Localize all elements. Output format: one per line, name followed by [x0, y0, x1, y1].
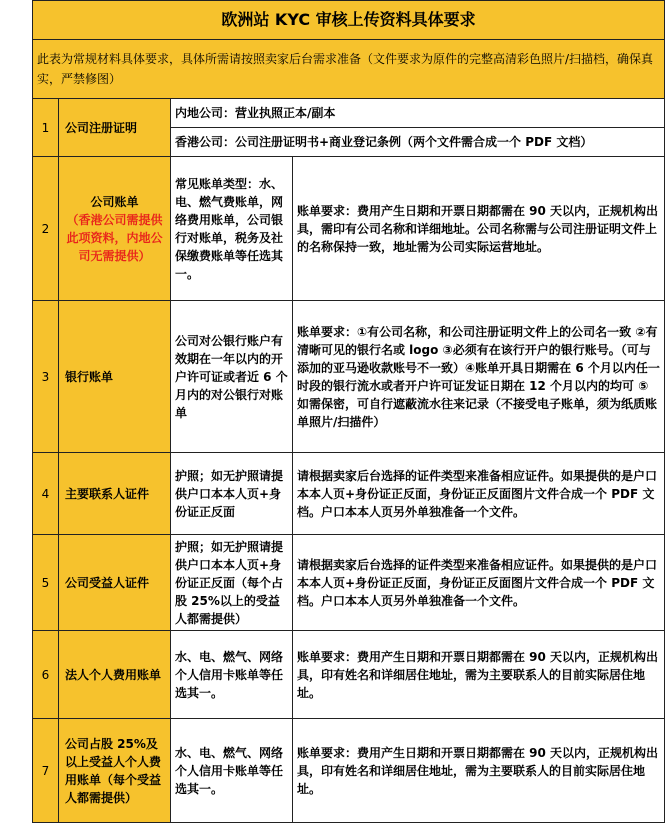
row-number: 4	[33, 453, 59, 535]
document-requirement: 账单要求：①有公司名称，和公司注册证明文件上的公司名一致 ②有清晰可见的银行名或 logo ③必须有在该行开户的银行账号。（可与添加的亚马逊收款账号不一致）④账单开具日期需在 6 个月以内任一时段的银行流水或者开户许可证发证日期在 12 个月以内的均可 ⑤如需保密，可自行遮蔽流水往来记录（不接受电子账单，须为纸质账单照片/扫描件）	[293, 301, 665, 453]
document-requirement: 账单要求：费用产生日期和开票日期都需在 90 天以内，正规机构出具，印有姓名和详细居住地址，需为主要联系人的目前实际居住地址。	[293, 719, 665, 823]
row-number: 5	[33, 535, 59, 631]
item-name: 银行账单	[59, 301, 171, 453]
item-name: 主要联系人证件	[59, 453, 171, 535]
document-types: 护照；如无护照请提供户口本本人页+身份证正反面（每个占股 25%以上的受益人都需提供）	[171, 535, 293, 631]
item-name: 公司占股 25%及以上受益人个人费用账单（每个受益人都需提供）	[59, 719, 171, 823]
item-name: 法人个人费用账单	[59, 631, 171, 719]
item-name-cell	[59, 157, 171, 301]
row-number: 1	[33, 99, 59, 157]
document-types: 公司对公银行账户有效期在一年以内的开户许可证或者近 6 个月内的对公银行对账单	[171, 301, 293, 453]
document-requirement: 账单要求：费用产生日期和开票日期都需在 90 天以内，正规机构出具，需印有公司名称和详细地址。公司名称需与公司注册证明文件上的名称保持一致，地址需为公司实际运营地址。	[293, 157, 665, 301]
row-number: 3	[33, 301, 59, 453]
kyc-requirements-table	[32, 0, 665, 823]
document-requirement: 账单要求：费用产生日期和开票日期都需在 90 天以内，正规机构出具，印有姓名和详细居住地址，需为主要联系人的目前实际居住地址。	[293, 631, 665, 719]
document-requirement: 请根据卖家后台选择的证件类型来准备相应证件。如果提供的是户口本本人页+身份证正反面，身份证正反面图片文件合成一个 PDF 文档。户口本本人页另外单独准备一个文件。	[293, 535, 665, 631]
row-number: 2	[33, 157, 59, 301]
table-title: 欧洲站 KYC 审核上传资料具体要求	[33, 1, 665, 40]
hongkong-requirement: 香港公司：公司注册证明书+商业登记条例（两个文件需合成一个 PDF 文档）	[171, 128, 665, 157]
intro-text: 此表为常规材料具体要求，具体所需请按照卖家后台需求准备（文件要求为原件的完整高清彩色照片/扫描档，确保真实，严禁修图）	[33, 40, 665, 99]
item-name: 公司账单	[90, 194, 139, 209]
item-name: 公司注册证明	[59, 99, 171, 157]
row-number: 7	[33, 719, 59, 823]
item-name: 公司受益人证件	[59, 535, 171, 631]
document-types: 护照；如无护照请提供户口本本人页+身份证正反面	[171, 453, 293, 535]
mainland-requirement: 内地公司：营业执照正本/副本	[171, 99, 665, 128]
document-types: 水、电、燃气、网络个人信用卡账单等任选其一。	[171, 719, 293, 823]
document-types: 常见账单类型：水、电、燃气费账单，网络费用账单，公司银行对账单，税务及社保缴费账单等任选其一。	[171, 157, 293, 301]
row-number: 6	[33, 631, 59, 719]
item-note: （香港公司需提供此项资料，内地公司无需提供）	[66, 212, 163, 263]
document-requirement: 请根据卖家后台选择的证件类型来准备相应证件。如果提供的是户口本本人页+身份证正反面，身份证正反面图片文件合成一个 PDF 文档。户口本本人页另外单独准备一个文件。	[293, 453, 665, 535]
document-types: 水、电、燃气、网络个人信用卡账单等任选其一。	[171, 631, 293, 719]
